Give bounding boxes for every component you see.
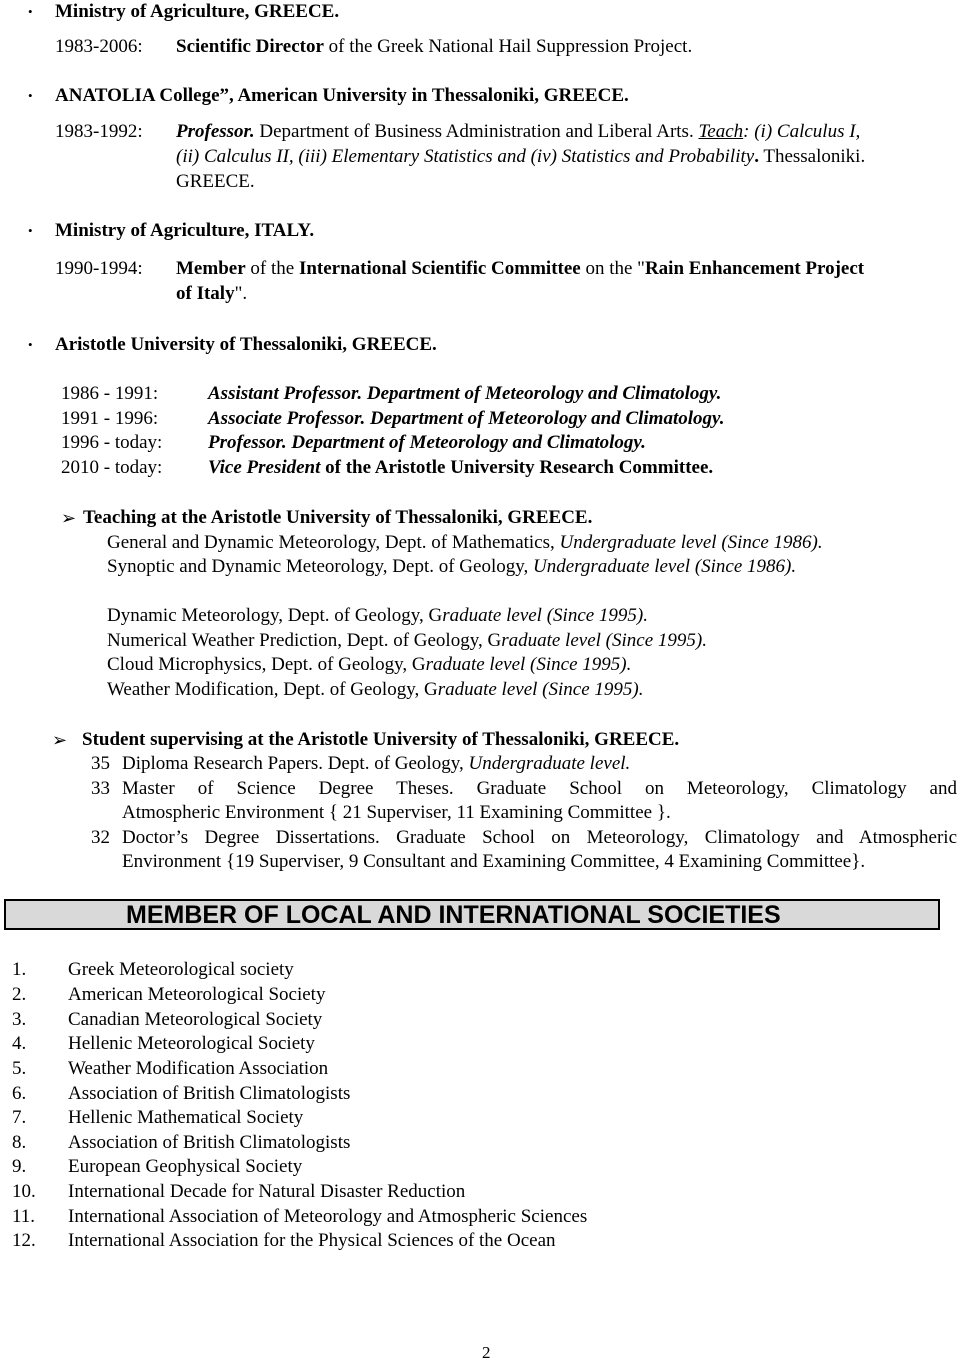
role-line bbox=[176, 35, 692, 59]
greece-ministry-entry bbox=[55, 35, 693, 59]
supervising-heading: Student supervising at the Aristotle University of Thessaloniki, GREECE. bbox=[82, 729, 680, 750]
auth-position-period: 2010 - today: bbox=[61, 457, 163, 478]
anatolia-period: 1983-1992: bbox=[55, 121, 143, 142]
supervising-count: 35 bbox=[91, 753, 110, 774]
course-level: Undergraduate level (Since 1986). bbox=[533, 556, 797, 577]
item-number: 9. bbox=[12, 1156, 27, 1177]
committee: International Scientific Committee bbox=[298, 258, 581, 279]
auth-position-period: 1996 - today: bbox=[61, 432, 163, 453]
course-level: raduate level (Since 1995). bbox=[501, 630, 707, 651]
auth-title: Aristotle University of Thessaloniki, GREECE. bbox=[55, 334, 437, 355]
bullet-icon: • bbox=[28, 337, 33, 352]
course-name: Numerical Weather Prediction, Dept. of Geology, G bbox=[107, 630, 502, 651]
course-item bbox=[107, 629, 707, 653]
bullet-icon: • bbox=[28, 88, 33, 103]
supervising-count: 32 bbox=[91, 827, 110, 848]
auth-position bbox=[208, 407, 725, 431]
bullet-icon: • bbox=[28, 4, 33, 19]
course-name: Dynamic Meteorology, Dept. of Geology, G bbox=[107, 605, 443, 626]
role: Professor. bbox=[208, 432, 287, 453]
section-banner bbox=[4, 899, 940, 930]
level: Undergraduate level. bbox=[468, 753, 631, 774]
item-number: 10. bbox=[12, 1181, 36, 1202]
course-level: Undergraduate level (Since 1986). bbox=[559, 532, 823, 553]
course-name: Weather Modification, Dept. of Geology, G bbox=[107, 679, 438, 700]
auth-position bbox=[208, 382, 721, 406]
course-level: raduate level (Since 1995). bbox=[437, 679, 644, 700]
item-number: 1. bbox=[12, 959, 27, 980]
auth-position-period: 1991 - 1996: bbox=[61, 408, 159, 429]
anatolia-line3: GREECE. bbox=[176, 171, 255, 192]
role: Vice President bbox=[208, 457, 321, 478]
italy-line2 bbox=[176, 282, 247, 306]
auth-position bbox=[208, 431, 646, 455]
role: Associate Professor. bbox=[208, 408, 366, 429]
society-name: International Association of Meteorology and Atmospheric Sciences bbox=[68, 1206, 588, 1227]
society-name: Association of British Climatologists bbox=[68, 1083, 351, 1104]
department: Department of Meteorology and Climatology. bbox=[362, 383, 722, 404]
section-heading: MEMBER OF LOCAL AND INTERNATIONAL SOCIETIES bbox=[126, 901, 781, 929]
role-description: of the Greek National Hail Suppression Project. bbox=[323, 36, 693, 57]
item-number: 8. bbox=[12, 1132, 27, 1153]
item-number: 5. bbox=[12, 1058, 27, 1079]
page-number: 2 bbox=[482, 1343, 491, 1362]
item-number: 3. bbox=[12, 1009, 27, 1030]
arrow-bullet-icon: ➢ bbox=[61, 508, 77, 528]
anatolia-line1 bbox=[176, 120, 860, 144]
department: of the Aristotle University Research Committee. bbox=[320, 457, 714, 478]
society-name: Greek Meteorological society bbox=[68, 959, 294, 980]
society-name: International Association for the Physical Sciences of the Ocean bbox=[68, 1230, 556, 1251]
text: Diploma Research Papers. Dept. of Geology, bbox=[122, 753, 469, 774]
role: Professor. bbox=[176, 121, 255, 142]
project: Rain Enhancement Project bbox=[644, 258, 865, 279]
teach-courses-2: (ii) Calculus II, (iii) Elementary Statistics and (iv) Statistics and Probability bbox=[176, 146, 755, 167]
society-name: Hellenic Mathematical Society bbox=[68, 1107, 304, 1128]
course-name: Cloud Microphysics, Dept. of Geology, G bbox=[107, 654, 426, 675]
department: Department of Meteorology and Climatology. bbox=[286, 432, 646, 453]
society-name: Weather Modification Association bbox=[68, 1058, 329, 1079]
italy-title: Ministry of Agriculture, ITALY. bbox=[55, 220, 315, 241]
anatolia-line2 bbox=[176, 145, 865, 169]
course-name: Synoptic and Dynamic Meteorology, Dept. of Geology, bbox=[107, 556, 534, 577]
society-name: European Geophysical Society bbox=[68, 1156, 303, 1177]
supervising-text-cont: Atmospheric Environment { 21 Superviser, 11 Examining Committee }. bbox=[122, 802, 671, 823]
bullet-icon: • bbox=[28, 223, 33, 238]
item-number: 2. bbox=[12, 984, 27, 1005]
project-end: of Italy bbox=[176, 283, 235, 304]
course-level: raduate level (Since 1995). bbox=[442, 605, 649, 626]
teach-courses-1: : (i) Calculus I, bbox=[743, 121, 861, 142]
auth-position-period: 1986 - 1991: bbox=[61, 383, 159, 404]
course-item bbox=[107, 531, 823, 555]
text: on the " bbox=[580, 258, 645, 279]
greece-ministry-title: Ministry of Agriculture, GREECE. bbox=[55, 1, 340, 22]
department: Department of Business Administration and Liberal Arts. bbox=[254, 121, 699, 142]
auth-position bbox=[208, 456, 713, 480]
teach-end: . bbox=[754, 146, 759, 167]
place: Thessaloniki. bbox=[758, 146, 866, 167]
italy-line1 bbox=[176, 257, 864, 281]
course-item bbox=[107, 555, 796, 579]
course-name: General and Dynamic Meteorology, Dept. of Mathematics, bbox=[107, 532, 560, 553]
society-name: Canadian Meteorological Society bbox=[68, 1009, 323, 1030]
supervising-text-cont: Environment {19 Superviser, 9 Consultant and Examining Committee, 4 Examining Committee}. bbox=[122, 851, 866, 872]
item-number: 7. bbox=[12, 1107, 27, 1128]
italy-period: 1990-1994: bbox=[55, 258, 143, 279]
teach-label: Teach bbox=[698, 121, 744, 142]
society-name: Association of British Climatologists bbox=[68, 1132, 351, 1153]
role: Member bbox=[176, 258, 246, 279]
item-number: 4. bbox=[12, 1033, 27, 1054]
course-item bbox=[107, 604, 648, 628]
period: 1983-2006: bbox=[55, 36, 143, 57]
course-item bbox=[107, 653, 631, 677]
society-name: International Decade for Natural Disaster Reduction bbox=[68, 1181, 466, 1202]
supervising-text: Master of Science Degree Theses. Graduate School on Meteorology, Climatology and bbox=[122, 778, 957, 799]
anatolia-title: ANATOLIA College”, American University in Thessaloniki, GREECE. bbox=[55, 85, 629, 106]
item-number: 11. bbox=[12, 1206, 36, 1227]
text: ". bbox=[234, 283, 248, 304]
course-level: raduate level (Since 1995). bbox=[425, 654, 632, 675]
role: Scientific Director bbox=[176, 36, 324, 57]
arrow-bullet-icon: ➢ bbox=[52, 730, 68, 750]
course-item bbox=[107, 678, 643, 702]
supervising-text: Doctor’s Degree Dissertations. Graduate School on Meteorology, Climatology and Atmospheric bbox=[122, 827, 957, 848]
item-number: 6. bbox=[12, 1083, 27, 1104]
department: Department of Meteorology and Climatology. bbox=[365, 408, 725, 429]
supervising-count: 33 bbox=[91, 778, 110, 799]
role: Assistant Professor. bbox=[208, 383, 363, 404]
item-number: 12. bbox=[12, 1230, 36, 1251]
text: of the bbox=[245, 258, 299, 279]
teaching-heading: Teaching at the Aristotle University of Thessaloniki, GREECE. bbox=[83, 507, 593, 528]
society-name: American Meteorological Society bbox=[68, 984, 326, 1005]
supervising-text bbox=[122, 752, 630, 776]
society-name: Hellenic Meteorological Society bbox=[68, 1033, 315, 1054]
